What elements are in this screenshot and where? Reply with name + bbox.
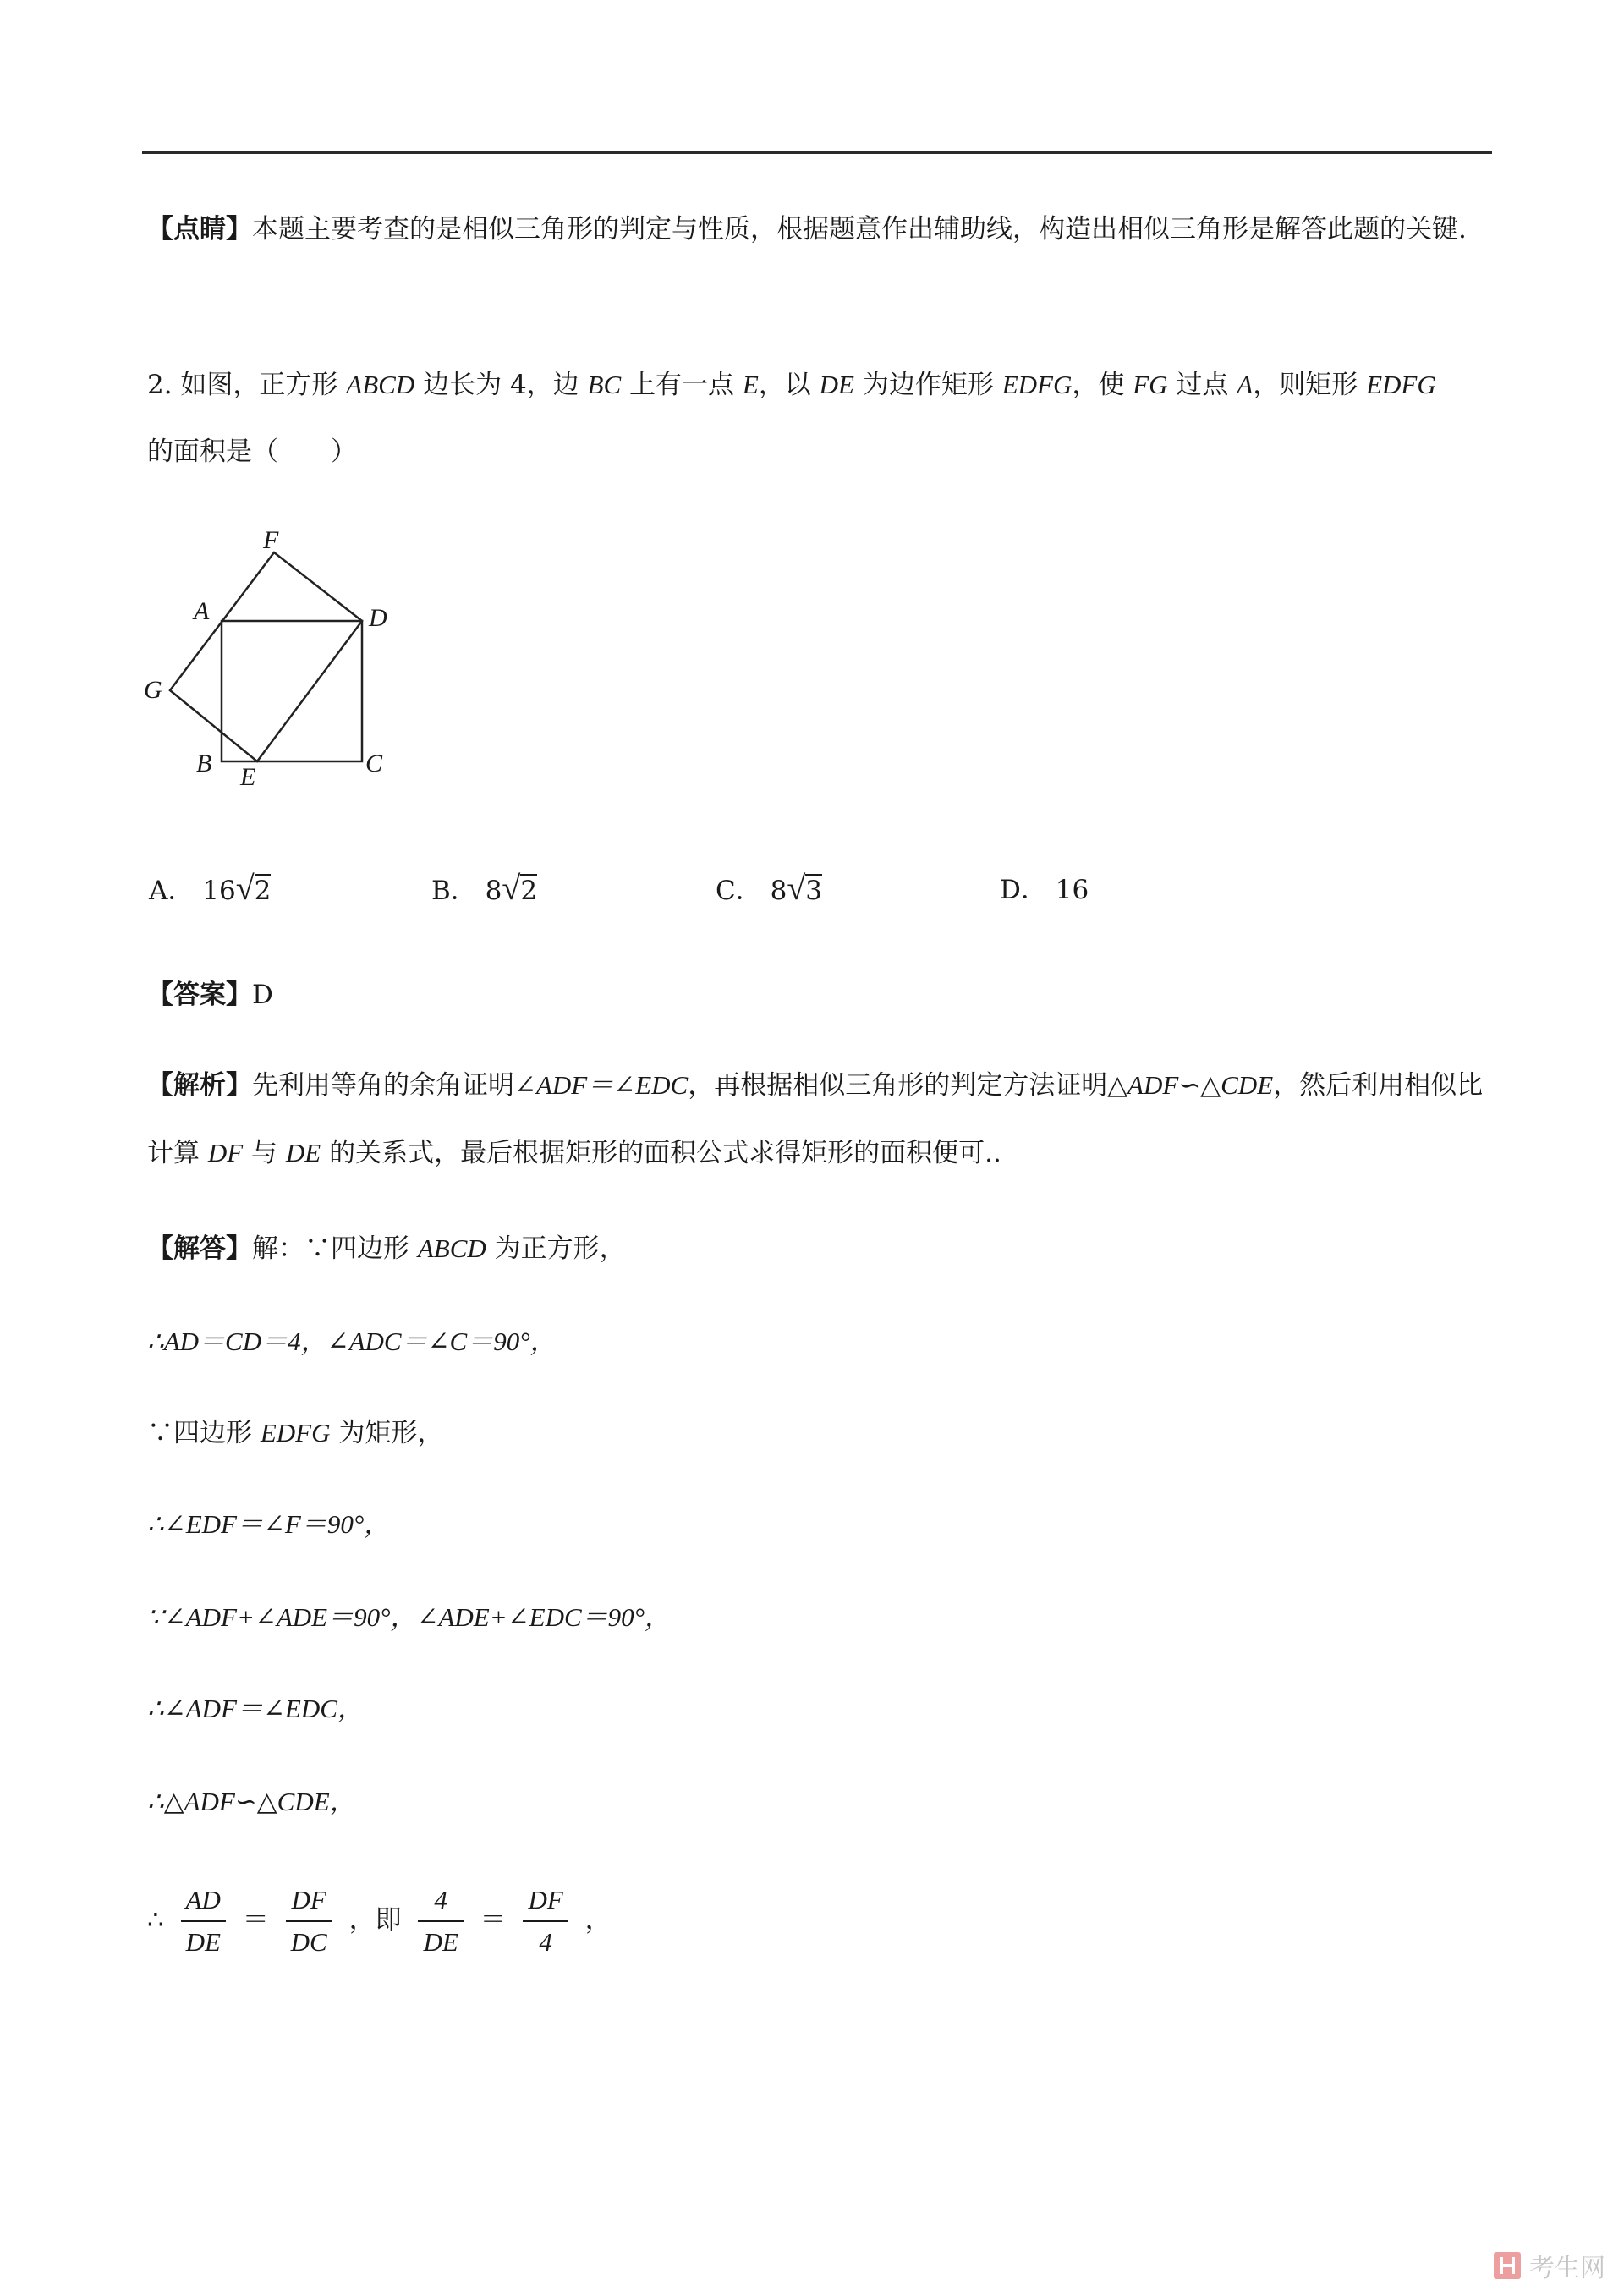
q-a: A bbox=[1237, 370, 1254, 399]
analysis-m4: DE bbox=[285, 1138, 321, 1167]
solution-intro-text: 解：∵四边形 bbox=[252, 1233, 418, 1264]
option-b-letter: B． bbox=[431, 876, 477, 906]
solution-intro bbox=[147, 1227, 626, 1265]
point-text: 本题主要考查的是相似三角形的判定与性质，根据题意作出辅助线，构造出相似三角形是解答此题的关键. bbox=[252, 214, 1467, 244]
watermark-text: 考生网 bbox=[1529, 2254, 1605, 2283]
analysis-t4: 与 bbox=[243, 1138, 286, 1168]
option-d bbox=[1000, 868, 1089, 906]
watermark bbox=[1492, 2247, 1605, 2284]
point-paragraph bbox=[147, 196, 1492, 263]
frac2-den: DC bbox=[290, 1927, 327, 1957]
solution-intro-text-2: 为正方形， bbox=[486, 1233, 626, 1264]
therefore-symbol: ∴ bbox=[147, 1904, 164, 1936]
sqrt-icon: √ bbox=[787, 869, 806, 907]
q-de: DE bbox=[819, 370, 854, 399]
q-t2: 上有一点 bbox=[621, 370, 743, 400]
q-t1: 边长为 4，边 bbox=[414, 370, 588, 400]
q-edfg-2: EDFG bbox=[1366, 370, 1436, 399]
frac4-den: 4 bbox=[539, 1927, 552, 1957]
solution-abcd: ABCD bbox=[417, 1233, 486, 1263]
q-t3: ，以 bbox=[758, 370, 820, 400]
q-abcd: ABCD bbox=[346, 370, 415, 399]
solution-line-1: ∴AD＝CD＝4，∠ADC＝∠C＝90°， bbox=[147, 1327, 557, 1356]
fraction-df-4 bbox=[523, 1885, 568, 1958]
solution-tag: 【解答】 bbox=[147, 1233, 252, 1264]
q-fg: FG bbox=[1133, 370, 1168, 399]
solution-line-6: ∴△ADF∽△CDE， bbox=[147, 1787, 356, 1816]
q-t5: ，使 bbox=[1072, 370, 1133, 400]
label-c: C bbox=[365, 750, 383, 777]
question-paragraph bbox=[147, 351, 1492, 486]
label-e: E bbox=[240, 763, 256, 791]
geometry-figure bbox=[139, 516, 409, 795]
analysis-t1: 先利用等角的余角证明 bbox=[252, 1070, 514, 1101]
label-g: G bbox=[144, 676, 162, 704]
analysis-m1: ∠ADF＝∠EDC bbox=[514, 1070, 689, 1100]
watermark-logo-icon bbox=[1492, 2250, 1522, 2281]
label-f: F bbox=[263, 526, 279, 554]
option-c-coef: 8 bbox=[770, 876, 787, 906]
point-tag: 【点睛】 bbox=[147, 214, 252, 244]
option-b bbox=[431, 868, 537, 908]
rectangle-edfg bbox=[170, 552, 362, 761]
equals-1: ＝ bbox=[242, 1904, 269, 1936]
label-d: D bbox=[369, 604, 387, 632]
analysis-m2: △ADF∽△CDE bbox=[1107, 1070, 1274, 1100]
solution-line-5: ∴∠ADF＝∠EDC， bbox=[147, 1694, 364, 1723]
q-t8: 的面积是（ ） bbox=[147, 437, 357, 467]
ji-text: ，即 bbox=[348, 1904, 402, 1936]
frac1-num: AD bbox=[181, 1885, 226, 1922]
question-number: 2. 如图，正方形 bbox=[147, 370, 347, 400]
solution-l2b: EDFG bbox=[260, 1418, 331, 1447]
answer-value: D bbox=[252, 980, 273, 1010]
option-a-rad: 2 bbox=[254, 876, 272, 906]
line-end: ， bbox=[584, 1904, 612, 1936]
q-bc: BC bbox=[587, 370, 622, 399]
solution-line-2 bbox=[147, 1411, 443, 1449]
analysis-t3: ，然后利用相似比计算 bbox=[147, 1070, 1484, 1168]
frac2-num: DF bbox=[286, 1885, 332, 1922]
analysis-m3: DF bbox=[207, 1138, 244, 1167]
header-rule bbox=[142, 151, 1492, 154]
sqrt-icon: √ bbox=[235, 869, 255, 907]
analysis-t5: 的关系式，最后根据矩形的面积公式求得矩形的面积便可.. bbox=[321, 1138, 1001, 1168]
option-b-coef: 8 bbox=[485, 876, 502, 906]
label-a: A bbox=[194, 597, 210, 625]
option-b-rad: 2 bbox=[520, 876, 538, 906]
analysis-tag: 【解析】 bbox=[147, 1070, 252, 1101]
analysis-t2: ，再根据相似三角形的判定方法证明 bbox=[688, 1070, 1108, 1101]
solution-l2a: ∵四边形 bbox=[147, 1418, 261, 1448]
frac3-num: 4 bbox=[418, 1885, 463, 1922]
q-t6: 过点 bbox=[1167, 370, 1237, 400]
sqrt-icon: √ bbox=[502, 869, 521, 907]
fraction-ad-de bbox=[181, 1885, 226, 1958]
fraction-4-de bbox=[418, 1885, 463, 1958]
frac4-num: DF bbox=[523, 1885, 568, 1922]
fraction-df-dc bbox=[286, 1885, 332, 1958]
option-c bbox=[716, 868, 822, 908]
q-t7: ，则矩形 bbox=[1253, 370, 1367, 400]
option-d-coef: 16 bbox=[1055, 875, 1089, 905]
q-t4: 为边作矩形 bbox=[854, 370, 1002, 400]
label-b: B bbox=[196, 750, 212, 777]
solution-line-7 bbox=[147, 1885, 612, 1958]
analysis-paragraph bbox=[147, 1052, 1492, 1187]
solution-l2c: 为矩形， bbox=[330, 1418, 444, 1448]
square-abcd bbox=[222, 621, 362, 761]
solution-line-4: ∵∠ADF+∠ADE＝90°，∠ADE+∠EDC＝90°， bbox=[147, 1602, 672, 1632]
option-c-letter: C． bbox=[716, 876, 762, 906]
option-a-coef: 16 bbox=[202, 876, 236, 906]
q-edfg: EDFG bbox=[1001, 370, 1073, 399]
option-d-letter: D． bbox=[1000, 875, 1047, 905]
frac3-den: DE bbox=[423, 1927, 458, 1957]
option-a-letter: A． bbox=[149, 876, 195, 906]
option-c-rad: 3 bbox=[805, 876, 823, 906]
solution-line-3: ∴∠EDF＝∠F＝90°， bbox=[147, 1509, 391, 1539]
answer-line bbox=[147, 973, 273, 1011]
equals-2: ＝ bbox=[480, 1904, 507, 1936]
option-a bbox=[149, 868, 271, 908]
q-e: E bbox=[742, 370, 759, 399]
answer-tag: 【答案】 bbox=[147, 980, 252, 1010]
frac1-den: DE bbox=[185, 1927, 221, 1957]
